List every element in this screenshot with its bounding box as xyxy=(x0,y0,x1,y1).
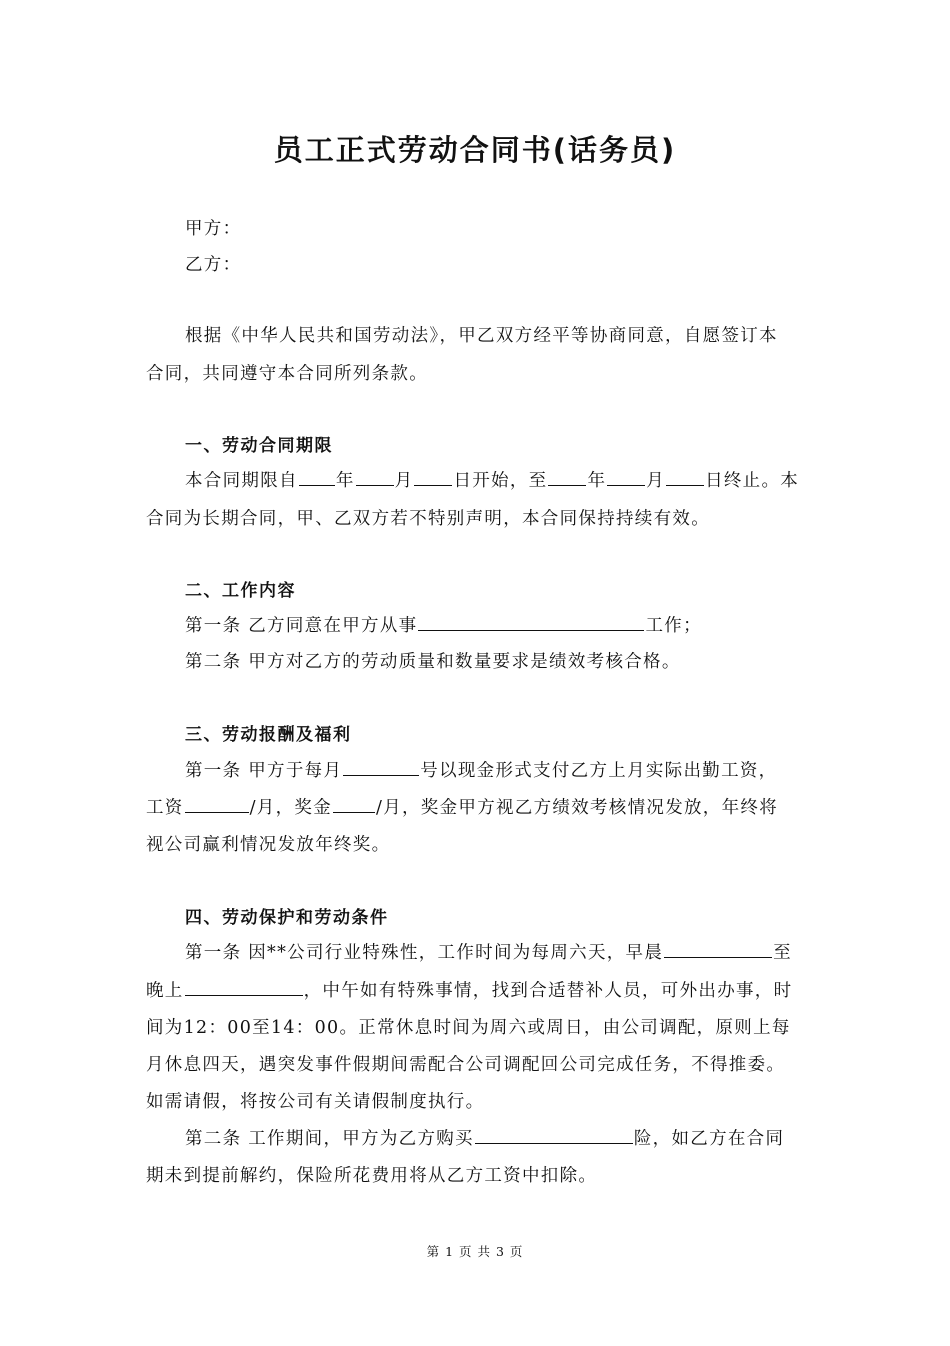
start-day-blank[interactable] xyxy=(414,469,452,486)
section-4-heading: 四、劳动保护和劳动条件 xyxy=(185,908,389,928)
section-3-heading: 三、劳动报酬及福利 xyxy=(185,725,352,745)
morning-time-blank[interactable] xyxy=(664,941,772,958)
party-b-line: 乙方： xyxy=(185,255,242,275)
section-4-line-7: 期未到提前解约，保险所花费用将从乙方工资中扣除。 xyxy=(146,1166,598,1186)
section-1-line-2: 合同为长期合同，甲、乙双方若不特别声明，本合同保持持续有效。 xyxy=(146,509,710,529)
end-month-blank[interactable] xyxy=(607,469,645,486)
section-4-line-2: 晚上 ，中午如有特殊事情，找到合适替补人员，可外出办事，时 xyxy=(146,981,793,1001)
document-title: 员工正式劳动合同书(话务员) xyxy=(273,133,677,167)
end-year-blank[interactable] xyxy=(548,469,586,486)
section-4-line-3: 间为12：00至14：00。正常休息时间为周六或周日，由公司调配，原则上每 xyxy=(146,1018,791,1038)
section-2-article-1: 第一条 乙方同意在甲方从事 工作； xyxy=(185,616,702,636)
section-4-line-4: 月休息四天，遇突发事件假期间需配合公司调配回公司完成任务，不得推委。 xyxy=(146,1055,786,1075)
pay-day-blank[interactable] xyxy=(343,759,419,776)
section-2-article-2: 第二条 甲方对乙方的劳动质量和数量要求是绩效考核合格。 xyxy=(185,652,681,672)
section-3-line-3: 视公司赢利情况发放年终奖。 xyxy=(146,835,391,855)
evening-time-blank[interactable] xyxy=(185,979,303,996)
section-2-heading: 二、工作内容 xyxy=(185,581,296,601)
preamble-line-2: 合同，共同遵守本合同所列条款。 xyxy=(146,364,428,384)
salary-blank[interactable] xyxy=(185,796,249,813)
preamble-line-1: 根据《中华人民共和国劳动法》，甲乙双方经平等协商同意，自愿签订本 xyxy=(185,326,778,346)
section-4-article-1: 第一条 因**公司行业特殊性，工作时间为每周六天，早晨 至 xyxy=(185,943,792,963)
section-4-article-2: 第二条 工作期间，甲方为乙方购买 险，如乙方在合同 xyxy=(185,1129,785,1149)
section-1-heading: 一、劳动合同期限 xyxy=(185,436,333,456)
section-4-line-5: 如需请假，将按公司有关请假制度执行。 xyxy=(146,1092,485,1112)
section-1-term-line: 本合同期限自 年 月 日开始，至 年 月 日终止。本 xyxy=(185,471,800,491)
end-day-blank[interactable] xyxy=(666,469,704,486)
insurance-type-blank[interactable] xyxy=(475,1127,633,1144)
start-month-blank[interactable] xyxy=(356,469,394,486)
section-3-article-1: 第一条 甲方于每月 号以现金形式支付乙方上月实际出勤工资， xyxy=(185,761,778,781)
page-footer: 第 1 页 共 3 页 xyxy=(426,1244,524,1259)
bonus-blank[interactable] xyxy=(333,796,375,813)
job-title-blank[interactable] xyxy=(418,614,644,631)
section-3-line-2: 工资 /月，奖金 /月，奖金甲方视乙方绩效考核情况发放，年终将 xyxy=(146,798,779,818)
party-a-line: 甲方： xyxy=(185,219,242,239)
start-year-blank[interactable] xyxy=(299,469,335,486)
